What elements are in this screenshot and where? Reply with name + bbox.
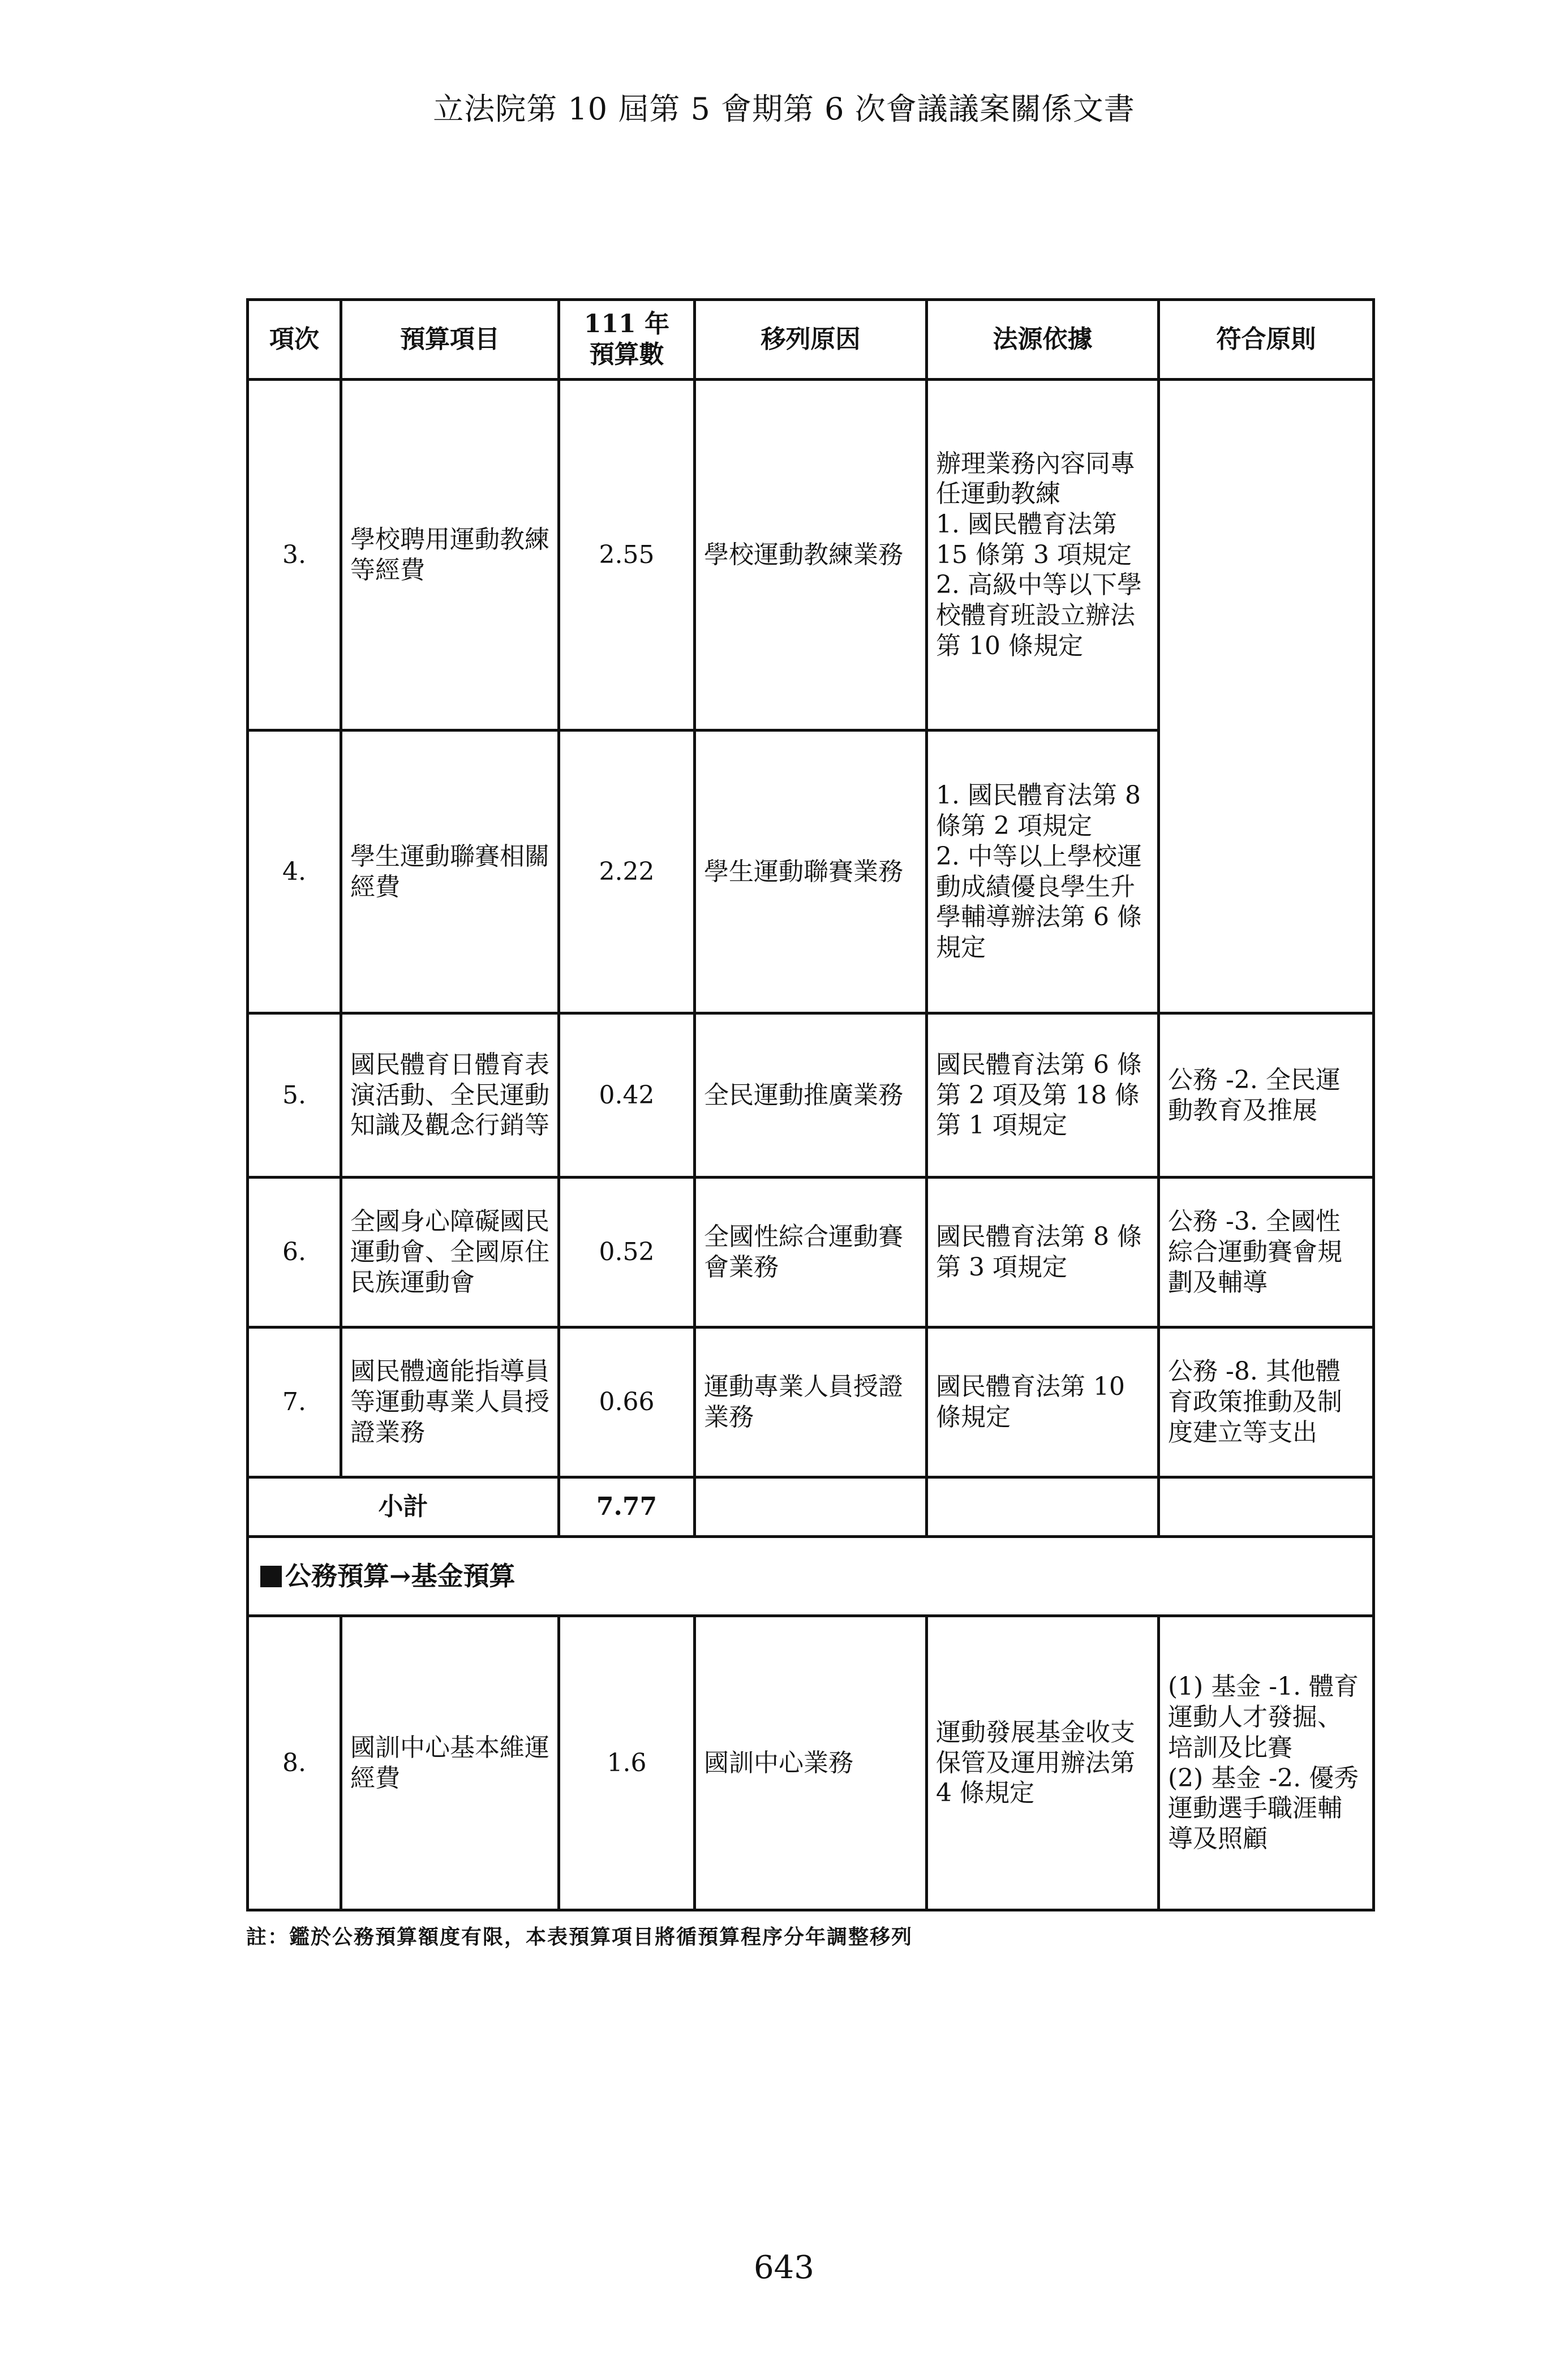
row-no: 6. [248, 1178, 341, 1328]
row-principle: 公務 -2. 全民運動教育及推展 [1159, 1013, 1374, 1178]
table-row [248, 1616, 1374, 1910]
row-basis: 國民體育法第 10 條規定 [927, 1328, 1159, 1477]
subtotal-empty-cell [927, 1477, 1159, 1537]
row-principle: (1) 基金 -1. 體育運動人才發掘、培訓及比賽 (2) 基金 -2. 優秀運動選手職涯輔導及照顧 [1159, 1616, 1374, 1910]
row-no: 3. [248, 380, 341, 731]
row-amount: 2.22 [559, 731, 695, 1013]
header-basis: 法源依據 [927, 300, 1159, 380]
row-basis: 運動發展基金收支保管及運用辦法第 4 條規定 [927, 1616, 1159, 1910]
row-item: 國民體適能指導員等運動專業人員授證業務 [341, 1328, 559, 1477]
row-basis: 國民體育法第 8 條第 3 項規定 [927, 1178, 1159, 1328]
subtotal-empty-cell [1159, 1477, 1374, 1537]
table-row [248, 1328, 1374, 1477]
row-principle: 公務 -8. 其他體育政策推動及制度建立等支出 [1159, 1328, 1374, 1477]
row-no: 7. [248, 1328, 341, 1477]
page-number: 643 [754, 2249, 814, 2286]
row-reason: 全國性綜合運動賽會業務 [695, 1178, 927, 1328]
table-header-row [248, 300, 1374, 380]
document-header: 立法院第 10 屆第 5 會期第 6 次會議議案關係文書 [433, 91, 1135, 127]
subtotal-empty-cell [695, 1477, 927, 1537]
subtotal-label: 小計 [248, 1477, 559, 1537]
table-row [248, 1013, 1374, 1178]
table-row [248, 1178, 1374, 1328]
table-footnote: 註：鑑於公務預算額度有限，本表預算項目將循預算程序分年調整移列 [246, 1925, 913, 1949]
black-square-icon [260, 1566, 282, 1587]
row-reason: 運動專業人員授證業務 [695, 1328, 927, 1477]
row-basis: 國民體育法第 6 條第 2 項及第 18 條第 1 項規定 [927, 1013, 1159, 1178]
row-amount: 0.66 [559, 1328, 695, 1477]
row-item: 國民體育日體育表演活動、全民運動知識及觀念行銷等 [341, 1013, 559, 1178]
row-reason: 學校運動教練業務 [695, 380, 927, 731]
table-row [248, 380, 1374, 731]
row-principle: 公務 -3. 全國性綜合運動賽會規劃及輔導 [1159, 1178, 1374, 1328]
header-no: 項次 [248, 300, 341, 380]
row-reason: 全民運動推廣業務 [695, 1013, 927, 1178]
row-item: 學生運動聯賽相關經費 [341, 731, 559, 1013]
row-no: 8. [248, 1616, 341, 1910]
row-reason: 國訓中心業務 [695, 1616, 927, 1910]
row-basis: 1. 國民體育法第 8 條第 2 項規定 2. 中等以上學校運動成績優良學生升學輔導辦法第 6 條規定 [927, 731, 1159, 1013]
row-principle [1159, 380, 1374, 1013]
row-item: 國訓中心基本維運經費 [341, 1616, 559, 1910]
header-item: 預算項目 [341, 300, 559, 380]
subtotal-row [248, 1477, 1374, 1537]
header-reason: 移列原因 [695, 300, 927, 380]
row-basis: 辦理業務內容同專任運動教練 1. 國民體育法第 15 條第 3 項規定 2. 高級中等以下學校體育班設立辦法第 10 條規定 [927, 380, 1159, 731]
row-amount: 0.42 [559, 1013, 695, 1178]
row-item: 全國身心障礙國民運動會、全國原住民族運動會 [341, 1178, 559, 1328]
section-label: 公務預算→基金預算 [285, 1561, 515, 1592]
section-row [248, 1537, 1374, 1616]
row-no: 5. [248, 1013, 341, 1178]
row-amount: 0.52 [559, 1178, 695, 1328]
row-item: 學校聘用運動教練等經費 [341, 380, 559, 731]
row-amount: 1.6 [559, 1616, 695, 1910]
header-principle: 符合原則 [1159, 300, 1374, 380]
row-amount: 2.55 [559, 380, 695, 731]
row-no: 4. [248, 731, 341, 1013]
header-amount: 111 年 預算數 [559, 300, 695, 380]
row-reason: 學生運動聯賽業務 [695, 731, 927, 1013]
section-heading [248, 1537, 1374, 1616]
budget-table [246, 298, 1375, 1911]
subtotal-amount: 7.77 [559, 1477, 695, 1537]
